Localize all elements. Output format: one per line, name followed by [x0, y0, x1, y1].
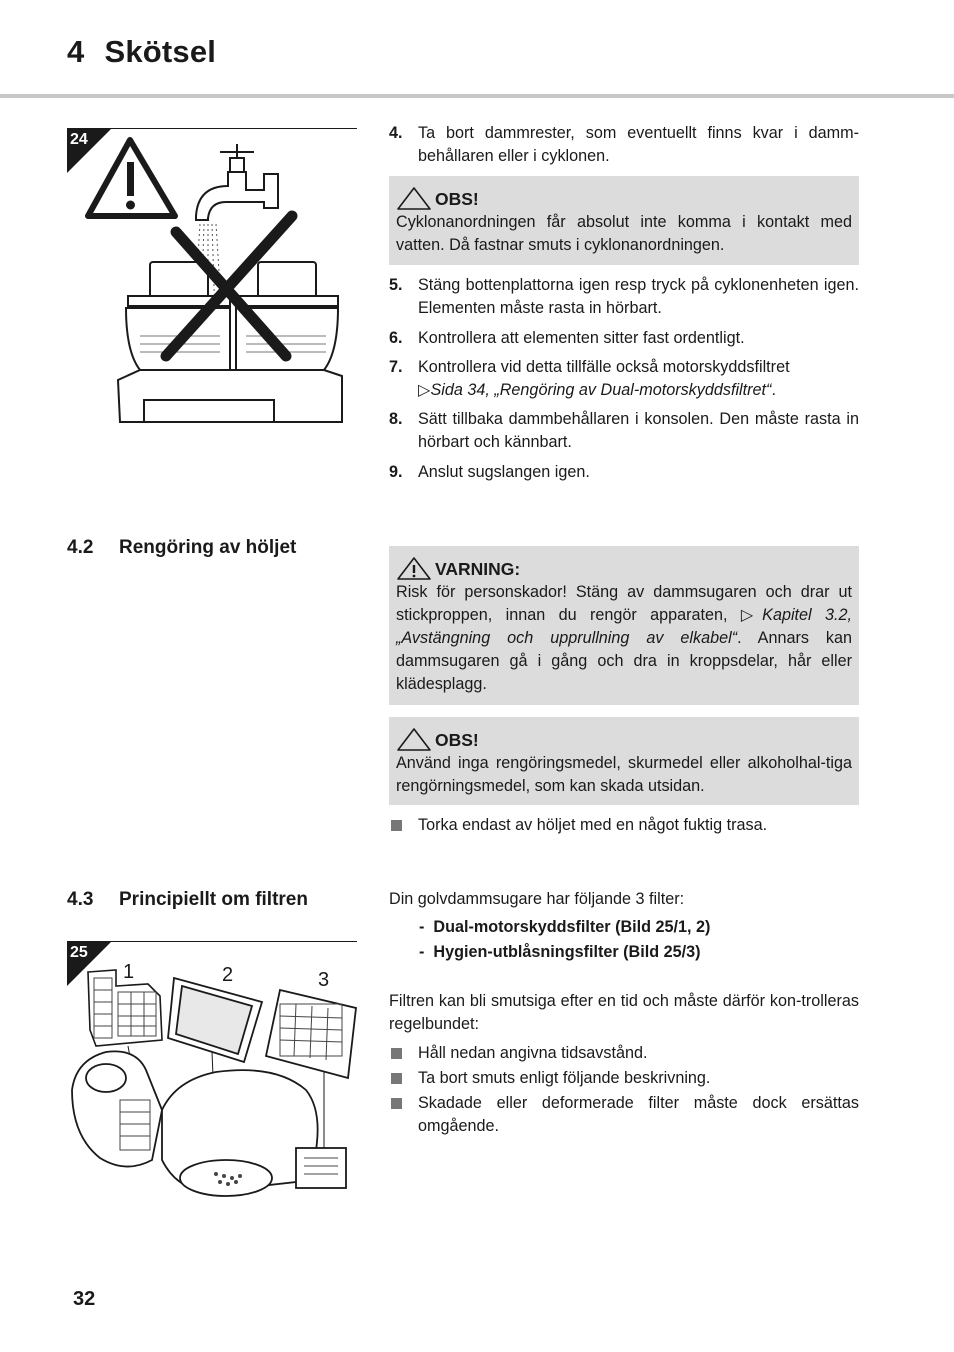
step-item: 5. Stäng bottenplattorna igen resp tryck på cyklonenheten igen. Elementen måste rasta in hörbart.	[389, 276, 859, 317]
reference-arrow-icon: ▷	[740, 606, 763, 624]
chapter-number: 4	[67, 34, 85, 69]
caution-triangle-icon	[396, 186, 432, 211]
chapter-name: Skötsel	[104, 34, 217, 69]
warning-text: Risk för personskador! Stäng av dammsugaren och drar ut stickproppen, innan du rengör apparaten, ▷Kapitel 3.2, „Avstängning och upprullning av elkabel“. Annars kan dammsugaren gå i gång och dra in kroppsdelar, hår eller klädesplagg.	[396, 583, 853, 693]
bullet-item: Skadade eller deformerade filter måste dock ersättas omgående.	[389, 1092, 859, 1138]
caution-triangle-icon	[396, 727, 432, 752]
bullet-item: Ta bort smuts enligt följande beskrivning.	[389, 1067, 859, 1090]
filter-list-item: - Hygien-utblåsningsfilter (Bild 25/3)	[419, 943, 701, 961]
figure-25-number: 25	[70, 944, 88, 961]
step-item: 9. Anslut sugslangen igen.	[389, 463, 590, 481]
notice-box-obs	[389, 717, 859, 805]
filters-paragraph: Filtren kan bli smutsiga efter en tid och måste därför kon-trolleras regelbundet:	[389, 992, 859, 1033]
bullet-square-icon	[391, 1073, 402, 1084]
figure-24-illustration	[80, 130, 360, 425]
figure-24-number: 24	[70, 131, 88, 148]
step-item: 6. Kontrollera att elementen sitter fast ordentligt.	[389, 329, 745, 347]
warning-box	[389, 546, 859, 705]
step-item: 7. Kontrollera vid detta tillfälle också motorskyddsfiltret ▷Sida 34, „Rengöring av Dual-motorskyddsfiltret“.	[389, 358, 790, 399]
motor-filter-1	[88, 970, 162, 1046]
exhaust-filter-3	[266, 990, 356, 1078]
faucet-icon	[196, 144, 278, 220]
section-heading-4-3: 4.3 Principiellt om filtren	[67, 889, 308, 910]
notice-heading: OBS!	[396, 725, 852, 752]
bullet-item: Torka endast av höljet med en något fuktig trasa.	[389, 814, 859, 837]
notice-text: Använd inga rengöringsmedel, skurmedel eller alkoholhal-tiga rengörningsmedel, som kan skada utsidan.	[396, 754, 852, 795]
filters-intro: Din golvdammsugare har följande 3 filter:	[389, 890, 685, 908]
warning-triangle-icon	[396, 556, 432, 581]
figure-25-label-3: 3	[318, 969, 330, 991]
figure-25-label-2: 2	[222, 964, 234, 986]
figure-25-label-1: 1	[123, 961, 135, 983]
cross-reference[interactable]: Kapitel 3.2, „Avstängning och upprullning av elkabel“	[396, 606, 853, 647]
reference-arrow-icon: ▷	[418, 381, 431, 399]
notice-text: Cyklonanordningen får absolut inte komma i kontakt med vatten. Då fastnar smuts i cyklonanordningen.	[396, 213, 852, 254]
step-item: 4. Ta bort dammrester, som eventuellt finns kvar i damm-behållaren eller i cyklonen.	[389, 124, 859, 165]
figure-25-illustration	[66, 960, 358, 1210]
notice-box-obs	[389, 176, 859, 265]
chapter-title	[67, 34, 216, 70]
header-rule	[0, 94, 954, 98]
motor-filter-2	[168, 978, 262, 1062]
bullet-square-icon	[391, 820, 402, 831]
filter-list-item: - Dual-motorskyddsfilter (Bild 25/1, 2)	[419, 918, 711, 936]
warning-triangle-icon	[88, 140, 175, 216]
cross-reference[interactable]: Sida 34, „Rengöring av Dual-motorskyddsfiltret“	[430, 381, 772, 399]
step-item: 8. Sätt tillbaka dammbehållaren i konsolen. Den måste rasta in hörbart och kännbart.	[389, 410, 859, 451]
warning-heading: VARNING:	[396, 554, 852, 581]
notice-heading: OBS!	[396, 184, 852, 211]
bullet-square-icon	[391, 1098, 402, 1109]
section-heading-4-2: 4.2 Rengöring av höljet	[67, 537, 297, 558]
bullet-square-icon	[391, 1048, 402, 1059]
page-number: 32	[73, 1288, 96, 1310]
bullet-item: Håll nedan angivna tidsavstånd.	[389, 1042, 859, 1065]
